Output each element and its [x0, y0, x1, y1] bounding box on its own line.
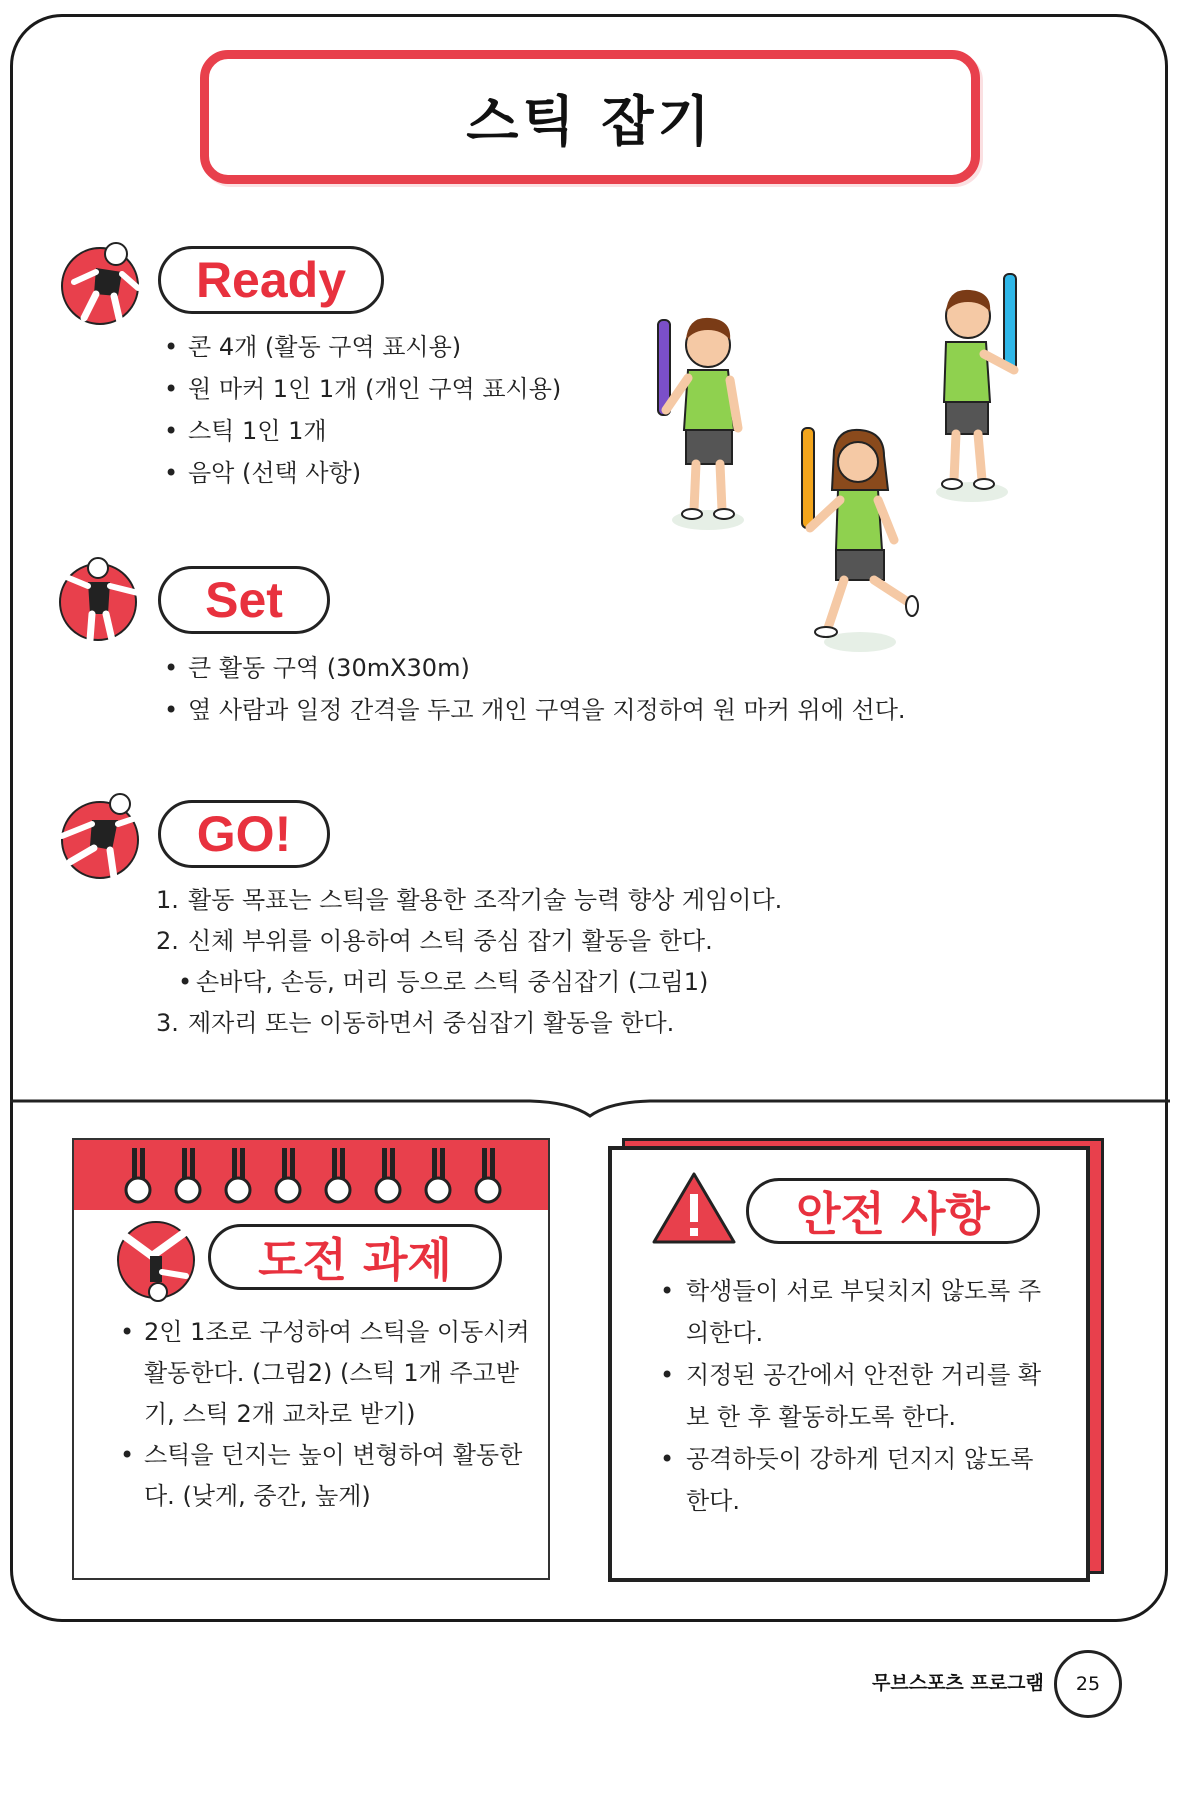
list-item [156, 1003, 782, 1044]
thrower-icon [56, 554, 148, 646]
binder-ring-icon [118, 1148, 158, 1208]
go-steps [156, 880, 782, 1044]
page-number: 25 [1054, 1650, 1122, 1718]
list-item: • 콘 4개 (활동 구역 표시용) [164, 326, 561, 368]
binder-ring-icon [218, 1148, 258, 1208]
binder-ring-icon [168, 1148, 208, 1208]
girl-orange-stick-illustration [798, 420, 928, 660]
list-item: • 학생들이 서로 부딪치지 않도록 주의한다. [660, 1270, 1060, 1354]
list-item [156, 880, 782, 921]
step-number: 3. [156, 1009, 179, 1037]
safety-box [608, 1146, 1090, 1582]
binder-ring-icon [368, 1148, 408, 1208]
ready-list [164, 326, 561, 494]
safety-title: 안전 사항 [746, 1178, 1040, 1244]
challenge-list [120, 1312, 540, 1517]
list-item: • 스틱을 던지는 높이 변형하여 활동한다. (낮게, 중간, 높게) [120, 1435, 540, 1517]
section-divider [10, 1088, 1170, 1118]
boy-purple-stick-illustration [648, 300, 758, 540]
sprinter-icon [56, 790, 148, 882]
list-item: • 2인 1조로 구성하여 스틱을 이동시켜 활동한다. (그림2) (스틱 1개 주고받기, 스틱 2개 교차로 받기) [120, 1312, 540, 1435]
boy-blue-stick-illustration [924, 270, 1034, 510]
step-number: 1. [156, 886, 179, 914]
binder-ring-icon [468, 1148, 508, 1208]
program-name: 무브스포츠 프로그램 [872, 1672, 1044, 1694]
list-item [156, 921, 782, 962]
binder-ring-icon [318, 1148, 358, 1208]
go-label: GO! [158, 800, 330, 868]
list-item: • 스틱 1인 1개 [164, 410, 561, 452]
safety-list [660, 1270, 1060, 1522]
set-list [164, 647, 906, 731]
list-item: • 공격하듯이 강하게 던지지 않도록 한다. [660, 1438, 1060, 1522]
list-item: • 음악 (선택 사항) [164, 452, 561, 494]
list-item: • 큰 활동 구역 (30mX30m) [164, 647, 906, 689]
list-item: • 지정된 공간에서 안전한 거리를 확보 한 후 활동하도록 한다. [660, 1354, 1060, 1438]
list-item: • 옆 사람과 일정 간격을 두고 개인 구역을 지정하여 원 마커 위에 선다. [164, 689, 906, 731]
title-box [200, 50, 980, 184]
step-text: 신체 부위를 이용하여 스틱 중심 잡기 활동을 한다. [188, 927, 713, 955]
set-label: Set [158, 566, 330, 634]
page-title: 스틱 잡기 [466, 89, 714, 153]
sub-item: • 손바닥, 손등, 머리 등으로 스틱 중심잡기 (그림1) [156, 962, 782, 1003]
step-number: 2. [156, 927, 179, 955]
ready-label: Ready [158, 246, 384, 314]
runner-icon [56, 238, 148, 330]
challenge-title: 도전 과제 [208, 1224, 502, 1290]
list-item: • 원 마커 1인 1개 (개인 구역 표시용) [164, 368, 561, 410]
breakdancer-icon [112, 1216, 200, 1304]
challenge-box [72, 1138, 550, 1580]
step-text: 제자리 또는 이동하면서 중심잡기 활동을 한다. [188, 1009, 675, 1037]
warning-icon [650, 1170, 738, 1246]
step-text: 활동 목표는 스틱을 활용한 조작기술 능력 향상 게임이다. [188, 886, 783, 914]
binder-ring-icon [418, 1148, 458, 1208]
binder-ring-icon [268, 1148, 308, 1208]
